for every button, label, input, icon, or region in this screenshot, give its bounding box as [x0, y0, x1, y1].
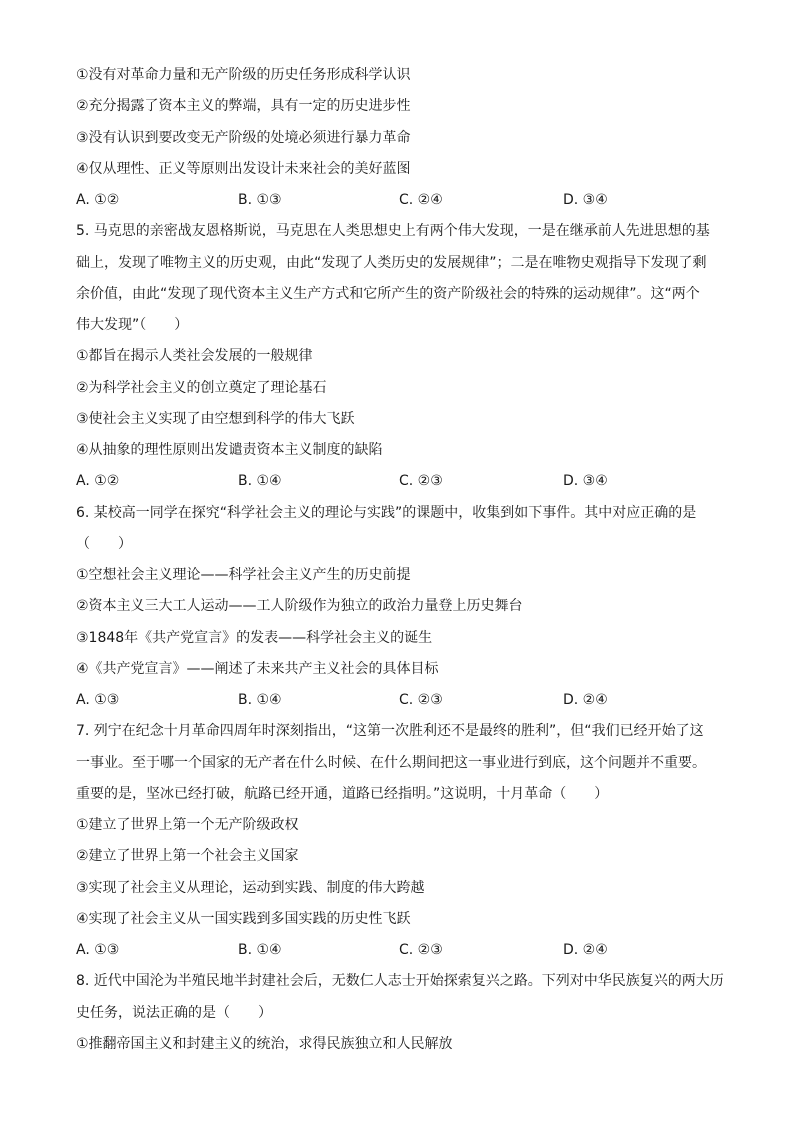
question-6: [76, 498, 726, 717]
q7-item-2: ②建立了世界上第一个社会主义国家: [76, 848, 299, 865]
q4-option-a[interactable]: A. ①②: [76, 192, 120, 208]
q5-item-2: ②为科学社会主义的创立奠定了理论基石: [76, 379, 327, 396]
q6-option-d[interactable]: D. ②④: [563, 692, 608, 708]
question-4: [76, 60, 726, 216]
q6-item-2: ②资本主义三大工人运动——工人阶级作为独立的政治力量登上历史舞台: [76, 598, 523, 615]
question-5: [76, 216, 726, 497]
q6-option-b[interactable]: B. ①④: [238, 692, 282, 708]
q7-options: [76, 935, 726, 966]
q5-option-a[interactable]: A. ①②: [76, 473, 120, 490]
q5-item-1: ①都旨在揭示人类社会发展的一般规律: [76, 348, 313, 365]
q5-option-d[interactable]: D. ③④: [563, 473, 608, 490]
q4-item-1: ①没有对革命力量和无产阶级的历史任务形成科学认识: [76, 67, 411, 83]
q7-option-d[interactable]: D. ②④: [563, 942, 608, 958]
q7-item-1: ①建立了世界上第一个无产阶级政权: [76, 817, 299, 833]
q4-item-2: ②充分揭露了资本主义的弊端，具有一定的历史进步性: [76, 98, 411, 115]
q7-item-3: ③实现了社会主义从理论，运动到实践、制度的伟大跨越: [76, 879, 425, 896]
q6-item-3: ③1848年《共产党宣言》的发表——科学社会主义的诞生: [76, 629, 433, 646]
q8-stem-line-1: 8. 近代中国沦为半殖民地半封建社会后，无数仁人志士开始探索复兴之路。下列对中华民族复兴的两大历: [76, 973, 724, 990]
q5-option-b[interactable]: B. ①④: [238, 473, 282, 490]
q7-option-b[interactable]: B. ①④: [238, 942, 282, 958]
q6-option-a[interactable]: A. ①③: [76, 692, 120, 708]
q4-option-d[interactable]: D. ③④: [563, 192, 608, 208]
q4-option-c[interactable]: C. ②④: [399, 192, 443, 208]
q7-option-c[interactable]: C. ②③: [399, 942, 443, 958]
exam-page: [76, 60, 726, 1060]
q6-item-1: ①空想社会主义理论——科学社会主义产生的历史前提: [76, 567, 411, 583]
q4-options: [76, 185, 726, 216]
q5-stem-line-2: 础上，发现了唯物主义的历史观，由此“发现了人类历史的发展规律”；二是在唯物史观指导下发现了剩: [76, 254, 707, 271]
q5-item-3: ③使社会主义实现了由空想到科学的伟大飞跃: [76, 410, 355, 427]
q7-stem-line-1: 7. 列宁在纪念十月革命四周年时深刻指出，“这第一次胜利还不是最终的胜利”，但“我们已经开始了这: [76, 723, 704, 740]
question-7: [76, 716, 726, 966]
q5-item-4: ④从抽象的理性原则出发谴责资本主义制度的缺陷: [76, 442, 383, 458]
q8-stem-line-2: 史任务，说法正确的是（ ）: [76, 1004, 272, 1021]
q5-stem-line-4: 伟大发现”（ ）: [76, 317, 189, 333]
q7-stem-line-3: 重要的是，坚冰已经打破，航路已经开通，道路已经指明。”这说明，十月革命（ ）: [76, 785, 609, 802]
q4-item-4: ④仅从理性、正义等原则出发设计未来社会的美好蓝图: [76, 160, 411, 177]
q6-stem-line-2: （ ）: [76, 535, 132, 552]
q5-stem-line-3: 余价值，由此“发现了现代资本主义生产方式和它所产生的资产阶级社会的特殊的运动规律”。这“两个: [76, 285, 700, 302]
q8-item-1: ①推翻帝国主义和封建主义的统治，求得民族独立和人民解放: [76, 1035, 453, 1052]
question-8: [76, 966, 726, 1060]
q4-option-b[interactable]: B. ①③: [238, 192, 282, 208]
q7-option-a[interactable]: A. ①③: [76, 942, 120, 958]
q5-stem-line-1: 5. 马克思的亲密战友恩格斯说，马克思在人类思想史上有两个伟大发现，一是在继承前人先进思想的基: [76, 223, 710, 240]
q6-item-4: ④《共产党宣言》——阐述了未来共产主义社会的具体目标: [76, 660, 439, 677]
q6-stem-line-1: 6. 某校高一同学在探究“科学社会主义的理论与实践”的课题中，收集到如下事件。其中对应正确的是: [76, 504, 697, 521]
q6-options: [76, 685, 726, 716]
q6-option-c[interactable]: C. ②③: [399, 692, 443, 708]
q5-option-c[interactable]: C. ②③: [399, 473, 443, 490]
q5-options: [76, 466, 726, 497]
q4-item-3: ③没有认识到要改变无产阶级的处境必须进行暴力革命: [76, 129, 411, 146]
q7-item-4: ④实现了社会主义从一国实践到多国实践的历史性飞跃: [76, 910, 411, 927]
q7-stem-line-2: 一事业。至于哪一个国家的无产者在什么时候、在什么期间把这一事业进行到底，这个问题并不重要。: [76, 754, 706, 771]
